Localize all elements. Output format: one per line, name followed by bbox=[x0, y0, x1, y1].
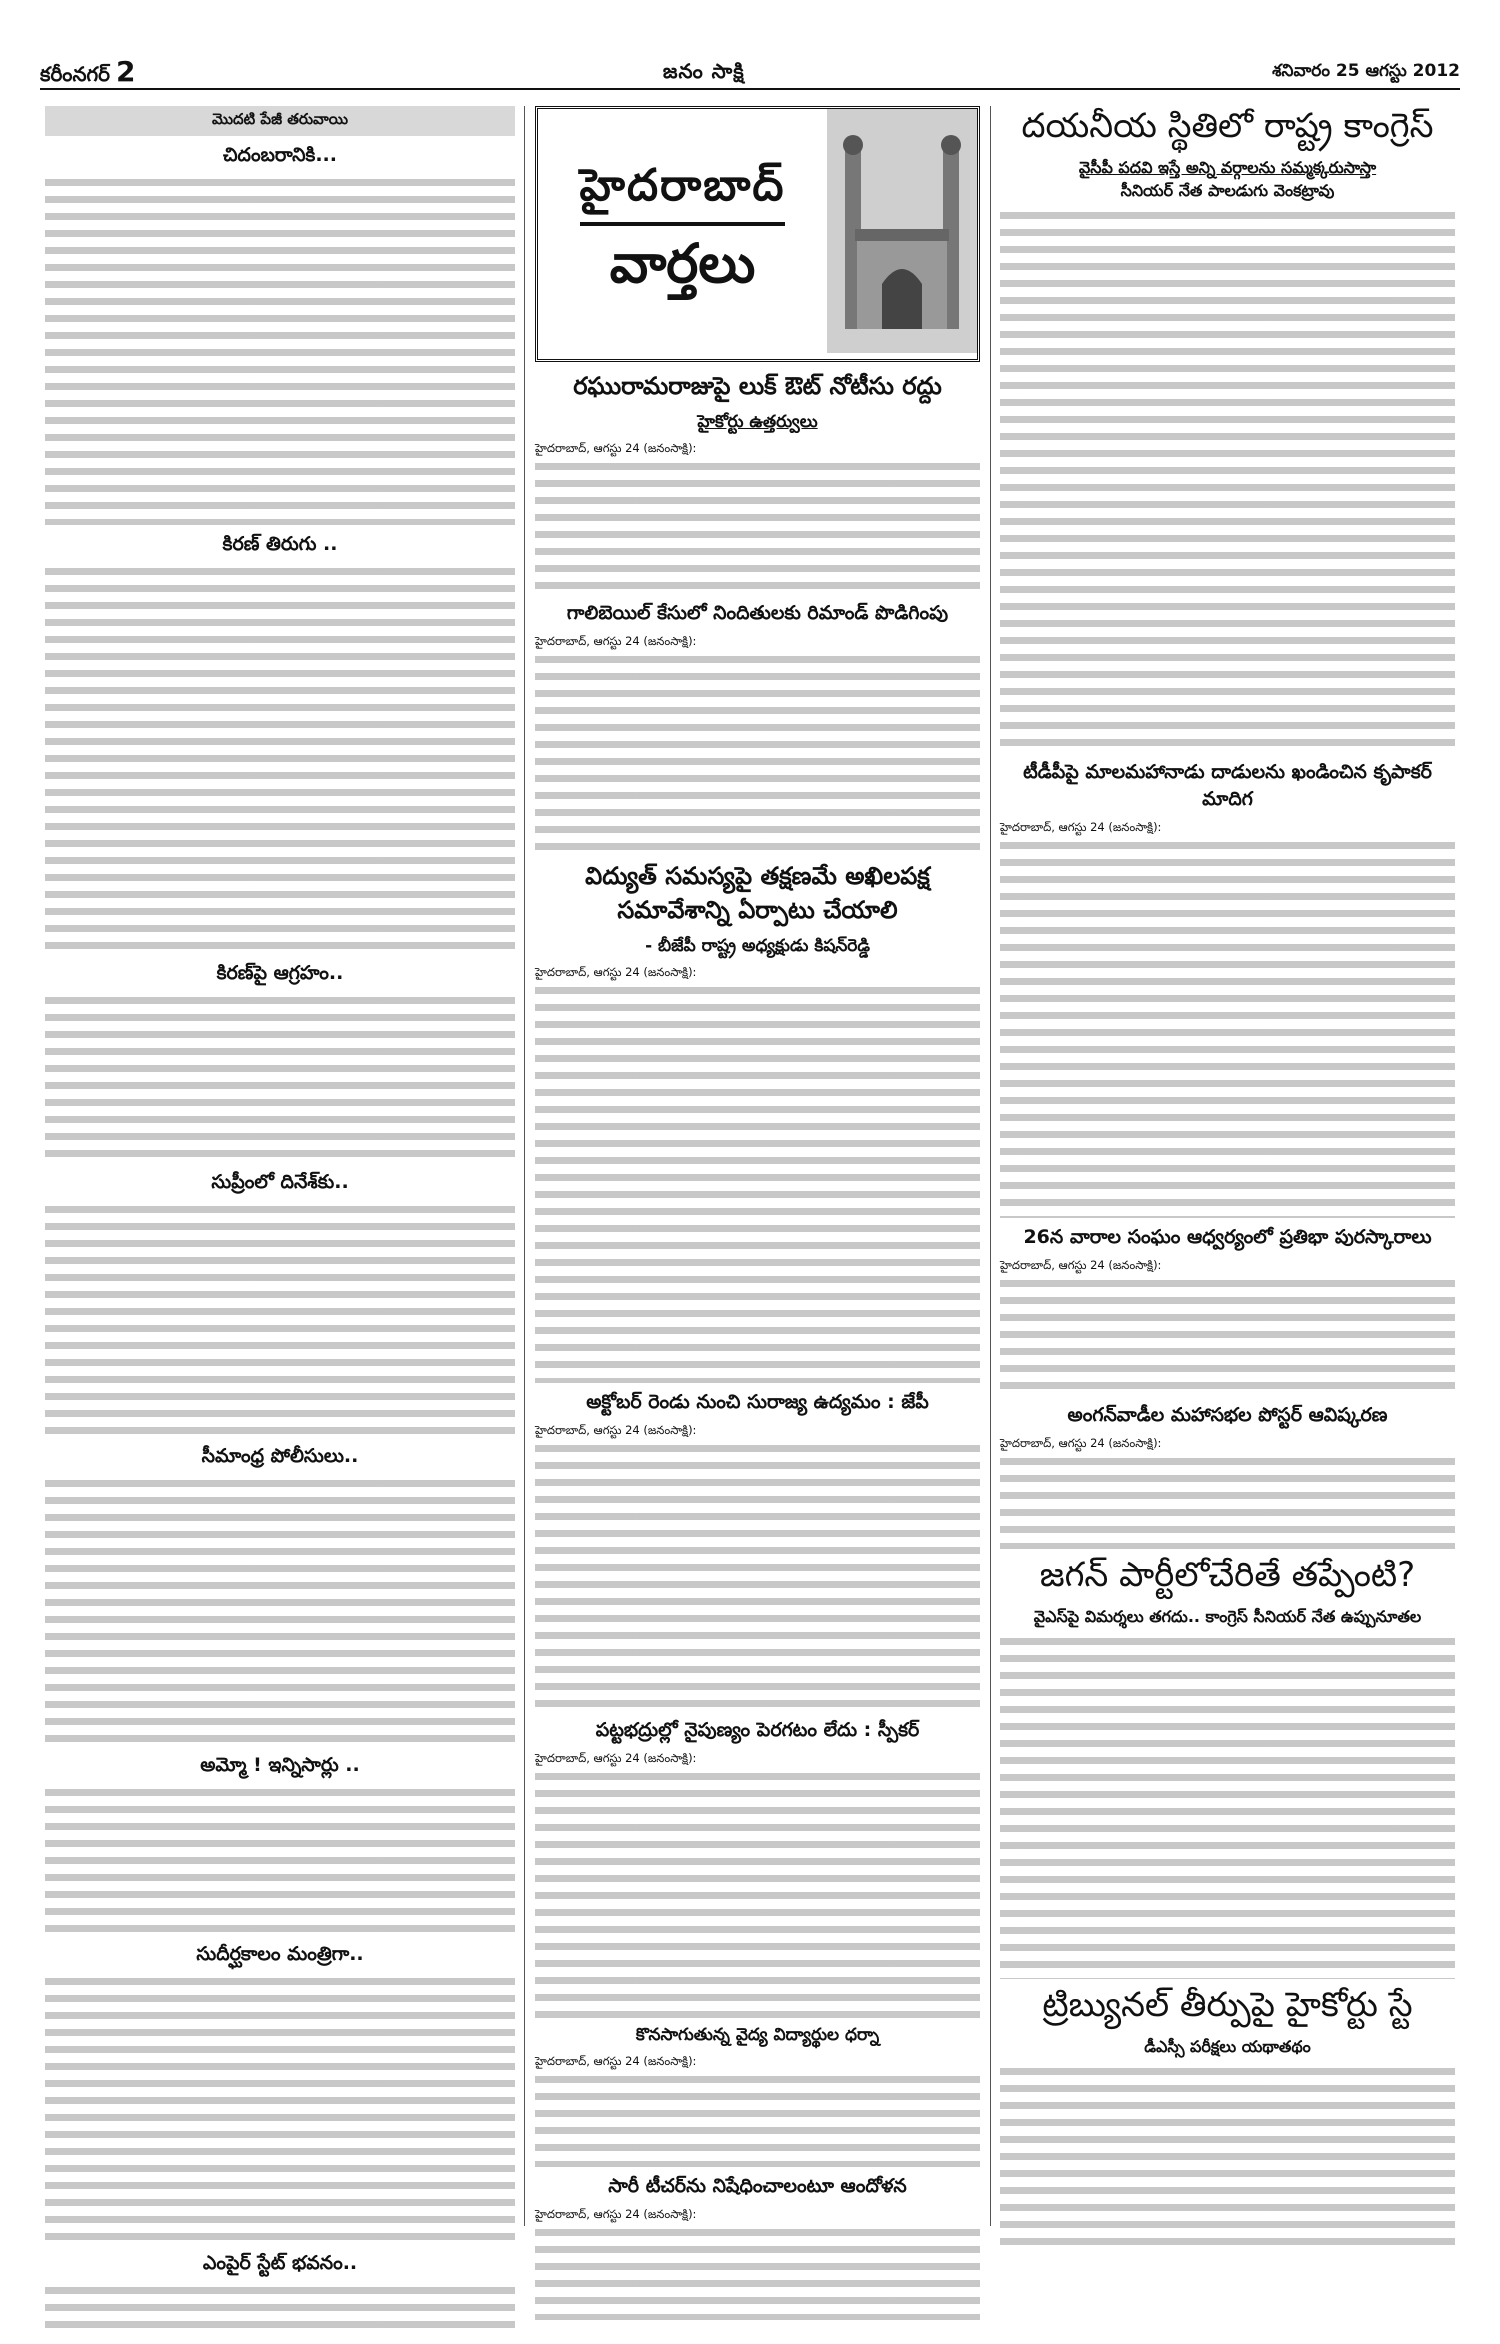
section-title: ఎంపైర్ స్టేట్ భవనం.. bbox=[202, 2252, 358, 2274]
article-headline: అక్టోబర్ రెండు నుంచి సురాజ్య ఉద్యమం : జేపీ bbox=[586, 1391, 929, 1413]
article-headline: జగన్ పార్టీలోచేరితే తప్పేంటి? bbox=[1039, 1555, 1416, 1595]
article-subhead: హైకోర్టు ఉత్తర్వులు bbox=[697, 412, 818, 432]
section-title: చిదంబరానికి... bbox=[223, 144, 337, 166]
column-state-news bbox=[1000, 106, 1455, 2255]
lead-headline: దయనీయ స్థితిలో రాష్ట్ర కాంగ్రెస్ bbox=[1021, 106, 1434, 146]
article-body bbox=[535, 1769, 980, 2019]
section-title: కిరణ్ తిరుగు .. bbox=[222, 533, 338, 555]
section-title: కిరణ్‌పై ఆగ్రహం.. bbox=[216, 962, 344, 984]
charminar-icon bbox=[827, 109, 977, 353]
lead-subhead: వైసీపీ పదవి ఇస్తే అన్ని వర్గాలను సమ్మక్కరుసాస్తా bbox=[1078, 158, 1377, 177]
article-body bbox=[45, 1974, 515, 2244]
article-body bbox=[535, 1441, 980, 1711]
article-body bbox=[45, 175, 515, 525]
article-dateline: హైదరాబాద్, ఆగస్టు 24 (జనంసాక్షి): bbox=[1000, 820, 1162, 834]
section-title: సీమాంధ్ర పోలీసులు.. bbox=[201, 1445, 359, 1467]
article-headline: సారీ టీచర్‌ను నిషేధించాలంటూ ఆందోళన bbox=[608, 2175, 907, 2197]
article-subhead: వైఎస్‌పై విమర్శలు తగదు.. కాంగ్రెస్ సీనియర్ నేత ఉప్పునూతల bbox=[1033, 1607, 1422, 1626]
article-subhead: - బీజేపీ రాష్ట్ర అధ్యక్షుడు కిషన్‌రెడ్డి bbox=[645, 936, 870, 956]
section-logo bbox=[535, 106, 980, 362]
page-number: 2 bbox=[116, 55, 136, 88]
article-body bbox=[535, 2225, 980, 2320]
article-body bbox=[1000, 2064, 1455, 2249]
article-body bbox=[1000, 1276, 1455, 1396]
article-body bbox=[1000, 1634, 1455, 1979]
article-dateline: హైదరాబాద్, ఆగస్టు 24 (జనంసాక్షి): bbox=[535, 634, 697, 648]
article-body bbox=[45, 2283, 515, 2338]
article-body bbox=[45, 993, 515, 1163]
article-body bbox=[535, 459, 980, 594]
column-divider bbox=[990, 106, 991, 2226]
article-dateline: హైదరాబాద్, ఆగస్టు 24 (జనంసాక్షి): bbox=[535, 2207, 697, 2221]
article-body bbox=[1000, 208, 1455, 753]
article-dateline: హైదరాబాద్, ఆగస్టు 24 (జనంసాక్షి): bbox=[1000, 1436, 1162, 1450]
article-headline: టీడీపీపై మాలమహానాడు దాడులను ఖండించిన కృపాకర్ మాదిగ bbox=[1023, 761, 1432, 810]
charminar-image bbox=[827, 109, 977, 359]
article-headline: 26న వారాల సంఘం ఆధ్వర్యంలో ప్రతిభా పురస్కారాలు bbox=[1023, 1226, 1432, 1248]
article-dateline: హైదరాబాద్, ఆగస్టు 24 (జనంసాక్షి): bbox=[535, 1423, 697, 1437]
article-headline: గాలిబెయిల్ కేసులో నిందితులకు రిమాండ్ పొడిగింపు bbox=[566, 602, 949, 624]
column-hyderabad-news bbox=[535, 106, 980, 2326]
article-dateline: హైదరాబాద్, ఆగస్టు 24 (జనంసాక్షి): bbox=[1000, 1258, 1162, 1272]
masthead: జనం సాక్షి bbox=[662, 58, 745, 83]
article-body bbox=[45, 1476, 515, 1746]
district-name: కరీంనగర్ bbox=[40, 62, 110, 86]
article-body bbox=[45, 564, 515, 954]
page-folio bbox=[40, 55, 135, 91]
article-headline: ట్రిబ్యునల్ తీర్పుపై హైకోర్టు స్టే bbox=[1042, 1985, 1413, 2025]
article-body bbox=[1000, 838, 1455, 1218]
article-headline: అంగన్‌వాడీల మహాసభల పోస్టర్ ఆవిష్కరణ bbox=[1067, 1404, 1388, 1426]
logo-title: హైదరాబాద్ bbox=[580, 160, 786, 226]
article-subhead: డీఎస్సీ పరీక్షలు యథాతథం bbox=[1144, 2037, 1311, 2056]
article-dateline: హైదరాబాద్, ఆగస్టు 24 (జనంసాక్షి): bbox=[535, 441, 697, 455]
issue-date: శనివారం 25 ఆగస్టు 2012 bbox=[1272, 61, 1460, 81]
logo-subtitle: వార్తలు bbox=[609, 231, 756, 295]
article-body bbox=[535, 2072, 980, 2167]
article-body bbox=[45, 1785, 515, 1935]
column-divider bbox=[524, 106, 525, 2226]
article-headline: కొనసాగుతున్న వైద్య విద్యార్థుల ధర్నా bbox=[635, 2025, 880, 2045]
article-dateline: హైదరాబాద్, ఆగస్టు 24 (జనంసాక్షి): bbox=[535, 1751, 697, 1765]
section-title: అమ్మో ! ఇన్నిసార్లు .. bbox=[200, 1754, 360, 1776]
section-title: సుప్రీంలో దినేశ్‌కు.. bbox=[211, 1171, 349, 1193]
article-headline: రఘురామరాజుపై లుక్ ఔట్ నోటీసు రద్దు bbox=[573, 372, 942, 400]
article-body bbox=[1000, 1454, 1455, 1549]
article-body bbox=[45, 1202, 515, 1437]
page-header bbox=[40, 55, 1460, 90]
lead-byline: సీనియర్ నేత పాలడుగు వెంకట్రావు bbox=[1120, 181, 1335, 200]
article-headline: విద్యుత్ సమస్యపై తక్షణమే అఖిలపక్ష సమావేశాన్ని ఏర్పాటు చేయాలి bbox=[585, 862, 930, 924]
column-continued bbox=[45, 106, 515, 2344]
article-body bbox=[535, 652, 980, 852]
continued-banner: మొదటి పేజీ తరువాయి bbox=[45, 106, 515, 136]
section-title: సుదీర్ఘకాలం మంత్రిగా.. bbox=[196, 1943, 364, 1965]
article-dateline: హైదరాబాద్, ఆగస్టు 24 (జనంసాక్షి): bbox=[535, 965, 697, 979]
article-headline: పట్టభద్రుల్లో నైపుణ్యం పెరగటం లేదు : స్పీకర్ bbox=[595, 1719, 920, 1741]
article-dateline: హైదరాబాద్, ఆగస్టు 24 (జనంసాక్షి): bbox=[535, 2054, 697, 2068]
article-body bbox=[535, 983, 980, 1383]
